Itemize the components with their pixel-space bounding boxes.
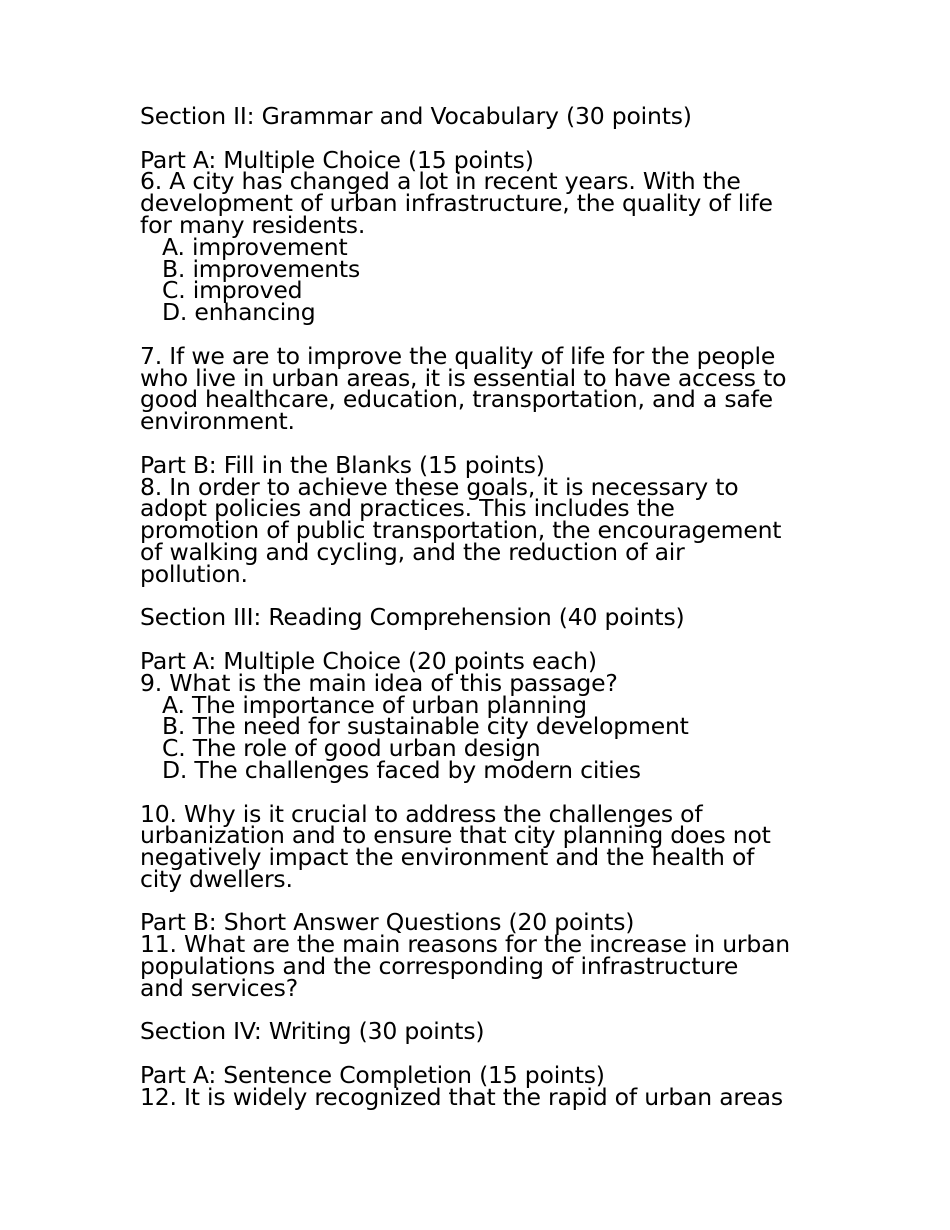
question-6-option-c: C. improved	[162, 276, 303, 305]
section-3-part-b-heading: Part B: Short Answer Questions (20 points)	[140, 908, 635, 937]
question-6-option-b: B. improvements	[162, 254, 360, 283]
question-11-line-1: 11. What are the main reasons for the increase in urban	[140, 930, 790, 959]
question-11-line-2: populations and the corresponding of infrastructure	[140, 952, 739, 981]
question-10-line-2: urbanization and to ensure that city planning does not	[140, 821, 771, 850]
question-8	[140, 472, 840, 588]
question-7-line-3: good healthcare, education, transportation, and a safe	[140, 385, 773, 414]
question-8-line-3: promotion of public transportation, the encouragement	[140, 516, 782, 545]
question-9	[140, 668, 840, 784]
question-10-line-3: negatively impact the environment and the health of	[140, 843, 755, 872]
question-7	[140, 341, 840, 436]
section-4-part-a-heading: Part A: Sentence Completion (15 points)	[140, 1061, 605, 1090]
question-6-line-2: development of urban infrastructure, the quality of life	[140, 189, 773, 218]
question-9-option-b: B. The need for sustainable city development	[162, 712, 689, 741]
question-8-line-2: adopt policies and practices. This includes the	[140, 494, 675, 523]
section-4-heading: Section IV: Writing (30 points)	[140, 1017, 485, 1046]
section-2-part-b-heading: Part B: Fill in the Blanks (15 points)	[140, 450, 545, 479]
question-9-option-d: D. The challenges faced by modern cities	[162, 755, 641, 784]
question-11-line-3: and services?	[140, 973, 298, 1002]
question-6-option-d: D. enhancing	[162, 298, 316, 327]
question-6-line-3: for many residents.	[140, 210, 366, 239]
question-9-line-1: 9. What is the main idea of this passage?	[140, 668, 618, 697]
document-page	[140, 102, 840, 1111]
question-7-line-1: 7. If we are to improve the quality of life for the people	[140, 341, 776, 370]
question-9-option-c: C. The role of good urban design	[162, 734, 541, 763]
question-7-line-4: environment.	[140, 407, 295, 436]
question-6	[140, 167, 840, 327]
question-8-line-4: of walking and cycling, and the reduction of air	[140, 537, 685, 566]
question-9-option-a: A. The importance of urban planning	[162, 690, 587, 719]
question-11	[140, 930, 840, 1002]
question-12	[140, 1082, 840, 1111]
question-8-line-5: pollution.	[140, 559, 248, 588]
question-6-option-a: A. improvement	[162, 232, 348, 261]
question-6-line-1: 6. A city has changed a lot in recent years. With the	[140, 167, 741, 196]
question-8-line-1: 8. In order to achieve these goals, it is necessary to	[140, 472, 739, 501]
section-3-heading: Section III: Reading Comprehension (40 points)	[140, 603, 685, 632]
question-10-line-4: city dwellers.	[140, 864, 293, 893]
question-10	[140, 799, 840, 893]
section-2-heading: Section II: Grammar and Vocabulary (30 points)	[140, 102, 692, 130]
section-2-part-a-heading: Part A: Multiple Choice (15 points)	[140, 145, 534, 174]
section-3-part-a-heading: Part A: Multiple Choice (20 points each)	[140, 646, 597, 675]
question-7-line-2: who live in urban areas, it is essential to have access to	[140, 363, 787, 392]
question-12-line-1: 12. It is widely recognized that the rapid of urban areas	[140, 1082, 783, 1111]
question-10-line-1: 10. Why is it crucial to address the challenges of	[140, 799, 703, 828]
